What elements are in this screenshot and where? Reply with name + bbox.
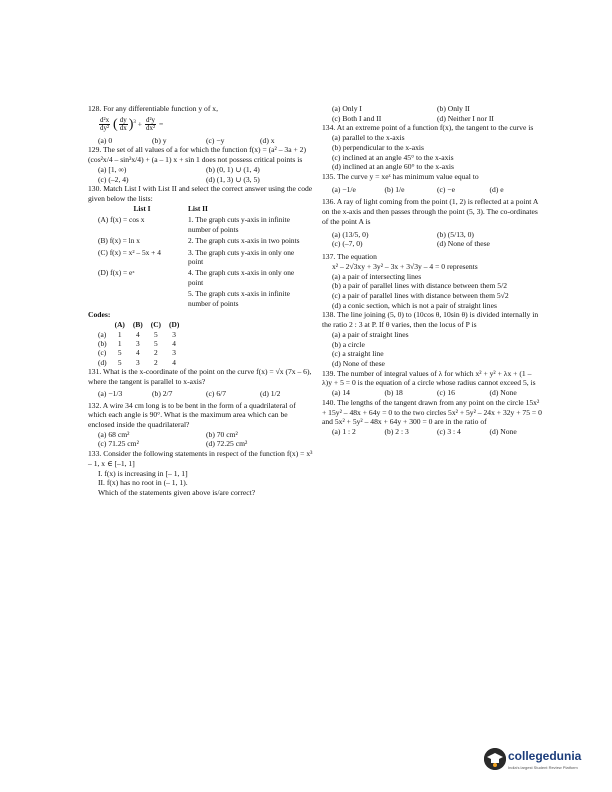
- match-row: 5. The graph cuts x-axis in infinite number of points: [188, 289, 290, 308]
- q133-stem: 133. Consider the following statements in respect of the function f(x) = x³ – 1, x ∈ [–1, 1]: [88, 449, 313, 468]
- option[interactable]: (a) 1 : 2: [332, 427, 356, 436]
- code-row[interactable]: (b) 1 3 5 4: [98, 339, 176, 348]
- question-138: [322, 310, 542, 368]
- question-139: [322, 369, 542, 398]
- option[interactable]: (c) 3 : 4: [437, 427, 461, 436]
- option[interactable]: (b) 1/e: [384, 184, 405, 194]
- code-row[interactable]: (d) 5 3 2 4: [98, 357, 176, 367]
- q136-options: [322, 230, 542, 249]
- q128-options: [88, 136, 314, 146]
- option[interactable]: (d) Neither I nor II: [437, 113, 494, 123]
- option[interactable]: (a) a pair of intersecting lines: [332, 271, 422, 281]
- q135-options: [322, 185, 542, 195]
- q131-options: [88, 389, 314, 399]
- question-134: [322, 123, 542, 172]
- q130-stem: 130. Match List I with List II and select the correct answer using the code given below the lists:: [88, 184, 313, 203]
- option[interactable]: (d) 1/2: [260, 388, 281, 398]
- option[interactable]: (a) −1/e: [332, 184, 356, 194]
- question-128: [88, 104, 314, 145]
- codes-label: Codes:: [88, 310, 111, 320]
- option[interactable]: (c) −e: [437, 184, 455, 194]
- code-row[interactable]: (a) 1 4 5 3: [98, 329, 176, 339]
- option[interactable]: (a) (13/5, 0): [332, 229, 369, 239]
- option[interactable]: (b) 2/7: [152, 388, 173, 398]
- q132-stem: 132. A wire 34 cm long is to be bent in the form of a quadrilateral of which each angle is 90°. What is the maximum area which can be enclosed inside the quadrilateral?: [88, 400, 296, 429]
- question-133: [88, 449, 314, 498]
- q129-options: [88, 165, 314, 184]
- option[interactable]: (a) 14: [332, 388, 350, 398]
- collegedunia-logo[interactable]: [484, 748, 594, 778]
- question-132: [88, 401, 314, 450]
- option[interactable]: (c) Both I and II: [332, 113, 382, 123]
- list2-header: List II: [188, 203, 208, 213]
- code-row[interactable]: (c) 5 4 2 3: [98, 348, 176, 358]
- q133-tail: Which of the statements given above is/are correct?: [98, 488, 256, 498]
- option[interactable]: (c) 16: [437, 388, 455, 398]
- q140-options: [322, 427, 542, 437]
- option[interactable]: (c) −y: [206, 135, 225, 145]
- q131-stem: 131. What is the x-coordinate of the point on the curve f(x) = √x (7x – 6), where the tangent is parallel to x-axis?: [88, 367, 312, 387]
- option[interactable]: (b) 70 cm²: [206, 429, 238, 439]
- q137-equation: x² – 2√3xy + 3y² – 3x + 3√3y – 4 = 0 represents: [332, 261, 478, 271]
- q133-statement-2: II. f(x) has no root in (– 1, 1).: [98, 478, 188, 488]
- option[interactable]: (d) 72.25 cm²: [206, 439, 248, 449]
- question-137: [322, 252, 542, 310]
- option[interactable]: (b) a pair of parallel lines with distance between them 5/2: [332, 281, 508, 291]
- option[interactable]: (c) a pair of parallel lines with distance between them 5√2: [332, 290, 509, 300]
- left-column: [88, 104, 314, 498]
- option[interactable]: (a) 0: [98, 135, 113, 145]
- match-row: (D) f(x) = eˣ 4. The graph cuts x-axis in only one point: [98, 268, 295, 287]
- option[interactable]: (b) a circle: [332, 339, 365, 349]
- q139-stem: 139. The number of integral values of λ for which x² + y² + λx + (1 – λ)y + 5 = 0 is the equation of a circle whose radius cannot exceed 5, is: [322, 368, 536, 388]
- option[interactable]: (d) None of these: [332, 358, 385, 368]
- option[interactable]: (c) inclined at an angle 45° to the x-axis: [332, 152, 454, 162]
- option[interactable]: (d) (1, 3) ∪ (3, 5): [206, 174, 260, 184]
- brand-tagline: India's largest Student Review Platform: [508, 765, 578, 770]
- option[interactable]: (d) a conic section, which is not a pair of straight lines: [332, 300, 497, 310]
- option[interactable]: (b) (5/13, 0): [437, 229, 474, 239]
- option[interactable]: (d) None: [489, 427, 517, 436]
- option[interactable]: (b) Only II: [437, 104, 470, 113]
- option[interactable]: (a) −1/3: [98, 388, 123, 398]
- option[interactable]: (b) (0, 1) ∪ (1, 4): [206, 164, 260, 174]
- question-129: [88, 145, 314, 184]
- option[interactable]: (c) (–7, 0): [332, 239, 363, 249]
- codes-table: (A) (B) (C) (D) (a) 1 4 5 3 (b) 1 3 5 4 (c) 5 4 2 3 (d) 5 3 2 4: [98, 320, 187, 367]
- option[interactable]: (d) x: [260, 135, 275, 145]
- q134-stem: 134. At an extreme point of a function f(x), the tangent to the curve is: [322, 123, 534, 133]
- brand-name: collegedunia: [508, 749, 582, 763]
- question-135: [322, 172, 542, 194]
- option[interactable]: (a) Only I: [332, 104, 362, 113]
- option[interactable]: (a) [1, ∞): [98, 164, 127, 174]
- q132-options: [88, 430, 314, 449]
- q128-expression: $\frac{\text{d²x}}{\text{dy²}}$ ( $\frac{dy}{dx}$ )$^3$ + $\frac{\text{d²y}}{\text{dx²}}$ =: [100, 115, 164, 133]
- option[interactable]: (c) 6/7: [206, 388, 227, 398]
- q136-stem: 136. A ray of light coming from the point (1, 2) is reflected at a point A on the x-axis and then passes through the point (5, 3). The co-ordinates of the point A is: [322, 197, 538, 226]
- option[interactable]: (d) None of these: [437, 239, 490, 249]
- option[interactable]: (c) a straight line: [332, 349, 384, 359]
- q140-stem: 140. The lengths of the tangent drawn from any point on the circle 15x² + 15y² – 48x + 64y = 0 to the two circles 5x² + 5y² – 24x + 32y + 75 = 0 and 5x² + 5y² – 48x + 64y + 300 = 0 are in the ratio of: [322, 397, 542, 427]
- option[interactable]: (b) 2 : 3: [384, 427, 409, 436]
- q139-options: [322, 388, 542, 398]
- q128-stem: 128. For any differentiable function y of x,: [88, 104, 218, 113]
- option[interactable]: (d) e: [489, 184, 504, 194]
- option[interactable]: (b) perpendicular to the x-axis: [332, 142, 424, 152]
- option[interactable]: (a) parallel to the x-axis: [332, 133, 405, 143]
- option[interactable]: (d) None: [489, 388, 517, 398]
- match-row: (A) f(x) = cos x 1. The graph cuts y-axis in infinite number of points: [98, 215, 290, 234]
- match-row: (C) f(x) = x² – 5x + 4 3. The graph cuts y-axis in only one point: [98, 247, 295, 266]
- list1-header: List I: [133, 203, 151, 213]
- match-row: (B) f(x) = ln x 2. The graph cuts x-axis in two points: [98, 236, 300, 246]
- question-130: [88, 184, 314, 367]
- question-136: [322, 197, 542, 249]
- match-table: [98, 204, 312, 311]
- option[interactable]: (a) a pair of straight lines: [332, 329, 409, 339]
- q135-stem: 135. The curve y = xeˣ has minimum value equal to: [322, 172, 479, 182]
- q137-stem: 137. The equation: [322, 252, 377, 262]
- question-131: [88, 367, 314, 398]
- option[interactable]: (d) inclined at an angle 60° to the x-axis: [332, 162, 454, 172]
- right-column: [322, 104, 542, 437]
- graduation-cap-icon: [484, 748, 506, 770]
- option[interactable]: (c) 71.25 cm²: [98, 439, 139, 449]
- option[interactable]: (b) 18: [384, 388, 403, 398]
- question-140: [322, 398, 542, 437]
- q133-statement-1: I. f(x) is increasing in [– 1, 1]: [98, 468, 188, 478]
- q129-stem: 129. The set of all values of a for which the function f(x) = (a² – 3a + 2) (cos²x/4 – sin²x/4) + (a – 1) x + sin 1 does not possess critical points is: [88, 145, 306, 165]
- q138-stem: 138. The line joining (5, 0) to (10cos θ, 10sin θ) is divided internally in the ratio 2 : 3 at P. If θ varies, then the locus of P is: [322, 310, 539, 330]
- option[interactable]: (c) (–2, 4): [98, 174, 129, 184]
- option[interactable]: (b) y: [152, 135, 167, 145]
- option[interactable]: (a) 68 cm²: [98, 429, 130, 439]
- q133-options: [322, 104, 542, 123]
